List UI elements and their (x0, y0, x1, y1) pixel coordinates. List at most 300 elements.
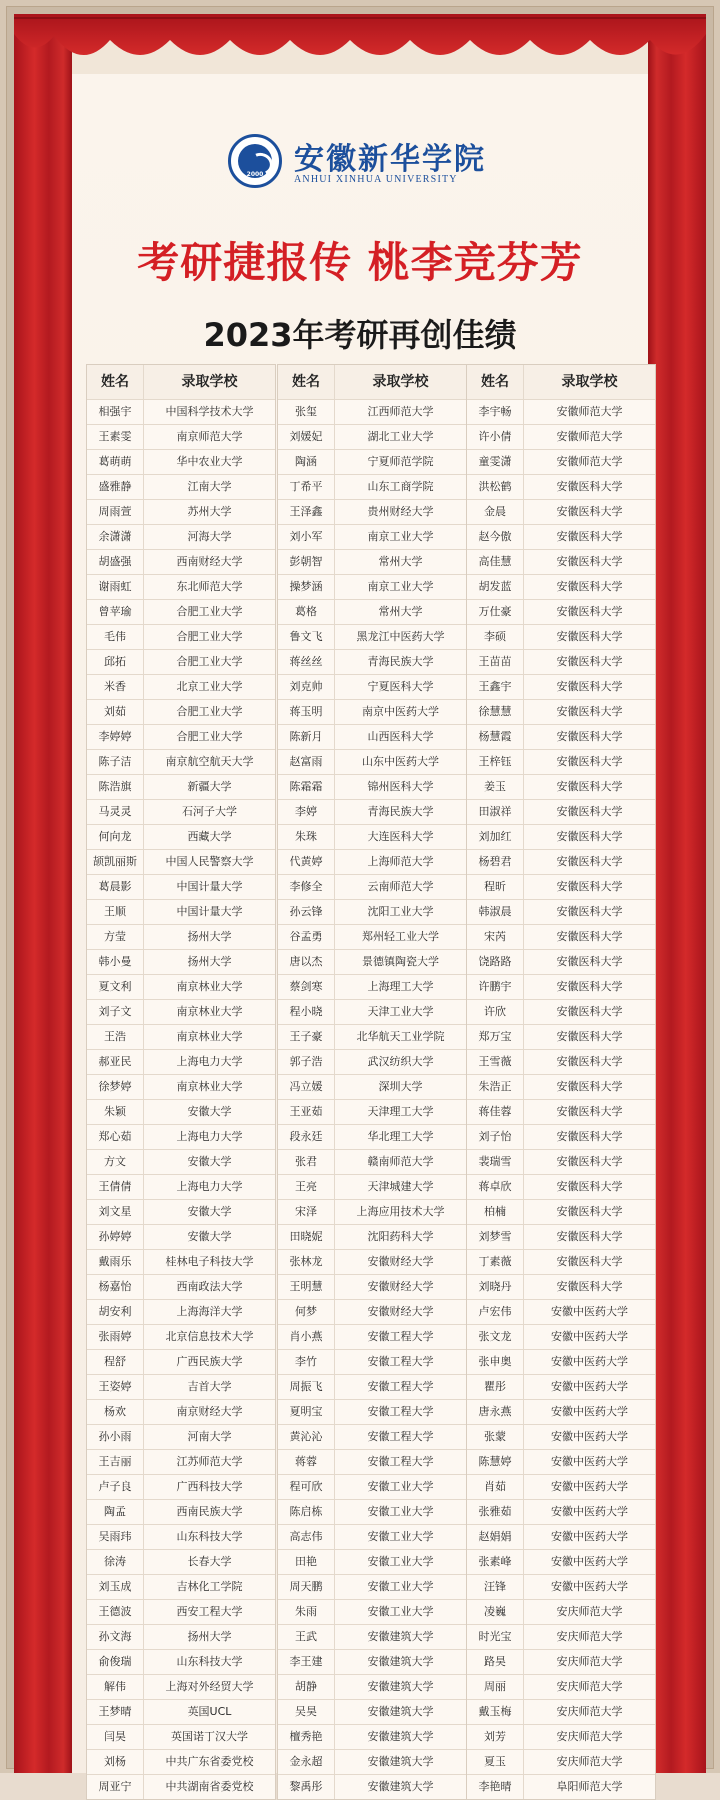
student-name: 刘晓丹 (467, 1275, 524, 1299)
student-name: 檀秀艳 (278, 1725, 335, 1749)
student-name: 刘媛妃 (278, 425, 335, 449)
admitted-school: 青海民族大学 (367, 655, 434, 668)
table-row (87, 899, 275, 924)
student-name: 陈新月 (278, 725, 335, 749)
table-row (278, 1399, 466, 1424)
table-row (87, 424, 275, 449)
admitted-school: 安徽工程大学 (367, 1380, 434, 1393)
admitted-school: 安徽医科大学 (556, 1155, 623, 1168)
student-name: 高志伟 (278, 1525, 335, 1549)
table-row (467, 1574, 655, 1599)
table-row (278, 1524, 466, 1549)
admitted-school: 东北师范大学 (176, 580, 243, 593)
admitted-school: 山东科技大学 (176, 1530, 243, 1543)
table-row (87, 1749, 275, 1774)
admitted-school: 安徽大学 (187, 1155, 232, 1168)
admitted-school: 安徽工业大学 (367, 1605, 434, 1618)
student-name: 吴昊 (278, 1700, 335, 1724)
table-row (87, 1124, 275, 1149)
table-row (278, 1674, 466, 1699)
admitted-school: 安徽财经大学 (367, 1255, 434, 1268)
table-row (278, 924, 466, 949)
admitted-school: 西安工程大学 (176, 1605, 243, 1618)
admitted-school: 合肥工业大学 (176, 730, 243, 743)
student-name: 马灵灵 (87, 800, 144, 824)
admitted-school: 安徽建筑大学 (367, 1705, 434, 1718)
student-name: 俞俊瑞 (87, 1650, 144, 1674)
student-name: 王顺 (87, 900, 144, 924)
table-row (87, 1449, 275, 1474)
student-name: 李婷 (278, 800, 335, 824)
table-row (87, 574, 275, 599)
table-row (87, 549, 275, 574)
admitted-school: 武汉纺织大学 (367, 1055, 434, 1068)
table-row (278, 1299, 466, 1324)
student-name: 蒋玉明 (278, 700, 335, 724)
table-row (87, 1074, 275, 1099)
logo-chinese-name: 安徽新华学院 (294, 142, 486, 177)
admitted-school: 南京林业大学 (176, 1005, 243, 1018)
student-name: 周天鹏 (278, 1575, 335, 1599)
table-row (467, 924, 655, 949)
admitted-school: 苏州大学 (187, 505, 232, 518)
table-row (467, 749, 655, 774)
table-row (467, 1374, 655, 1399)
table-header-row (87, 365, 275, 399)
student-name: 李婷婷 (87, 725, 144, 749)
admitted-school: 中国计量大学 (176, 905, 243, 918)
admitted-school: 安徽医科大学 (556, 1280, 623, 1293)
table-row (467, 1524, 655, 1549)
admitted-school: 景德镇陶瓷大学 (362, 955, 439, 968)
student-name: 宋泽 (278, 1200, 335, 1224)
admitted-school: 安徽工程大学 (367, 1405, 434, 1418)
admitted-school: 中共湖南省委党校 (165, 1780, 254, 1793)
student-name: 瞿彤 (467, 1375, 524, 1399)
admitted-school: 安庆师范大学 (556, 1630, 623, 1643)
admitted-school: 安徽大学 (187, 1230, 232, 1243)
table-row (467, 499, 655, 524)
student-name: 裴瑞雪 (467, 1150, 524, 1174)
table-row (87, 749, 275, 774)
admitted-school: 天津城建大学 (367, 1180, 434, 1193)
admitted-school: 锦州医科大学 (367, 780, 434, 793)
admitted-school: 宁夏医科大学 (367, 680, 434, 693)
admitted-school: 安徽中医药大学 (551, 1530, 628, 1543)
admitted-school: 江南大学 (187, 480, 232, 493)
admitted-school: 南京航空航天大学 (165, 755, 254, 768)
table-row (278, 1124, 466, 1149)
student-name: 谢雨虹 (87, 575, 144, 599)
table-row (87, 874, 275, 899)
student-name: 李硕 (467, 625, 524, 649)
table-row (87, 1199, 275, 1224)
admitted-school: 安徽中医药大学 (551, 1455, 628, 1468)
table-row (278, 524, 466, 549)
admitted-school: 合肥工业大学 (176, 605, 243, 618)
admitted-school: 安徽医科大学 (556, 655, 623, 668)
table-row (467, 899, 655, 924)
admitted-school: 南京财经大学 (176, 1405, 243, 1418)
table-row (467, 674, 655, 699)
table-row (87, 1224, 275, 1249)
admitted-school: 安徽建筑大学 (367, 1680, 434, 1693)
table-row (467, 1499, 655, 1524)
student-name: 王吉丽 (87, 1450, 144, 1474)
student-name: 王子豪 (278, 1025, 335, 1049)
table-row (467, 1649, 655, 1674)
table-row (278, 1274, 466, 1299)
student-name: 许欣 (467, 1000, 524, 1024)
admitted-school: 江西师范大学 (367, 405, 434, 418)
admitted-school: 山西医科大学 (367, 730, 434, 743)
table-row (467, 1024, 655, 1049)
table-row (278, 1499, 466, 1524)
table-row (87, 1424, 275, 1449)
student-name: 孙云锋 (278, 900, 335, 924)
table-row (87, 449, 275, 474)
admitted-school: 北华航天工业学院 (356, 1030, 445, 1043)
table-row (278, 449, 466, 474)
admitted-school: 安徽工程大学 (367, 1455, 434, 1468)
student-name: 张雨婷 (87, 1325, 144, 1349)
student-name: 夏玉 (467, 1750, 524, 1774)
student-name: 王亮 (278, 1175, 335, 1199)
student-name: 夏明宝 (278, 1400, 335, 1424)
student-name: 陶涵 (278, 450, 335, 474)
table-row (278, 474, 466, 499)
table-row (467, 774, 655, 799)
admitted-school: 安徽工程大学 (367, 1330, 434, 1343)
table-row (87, 1474, 275, 1499)
table-row (467, 549, 655, 574)
student-name: 程可欣 (278, 1475, 335, 1499)
table-row (278, 649, 466, 674)
table-row (278, 499, 466, 524)
table-row (278, 1774, 466, 1799)
admitted-school: 安徽建筑大学 (367, 1730, 434, 1743)
admitted-school: 天津工业大学 (367, 1005, 434, 1018)
student-name: 何向龙 (87, 825, 144, 849)
table-row (87, 1674, 275, 1699)
table-row (278, 674, 466, 699)
student-name: 程昕 (467, 875, 524, 899)
admitted-school: 西藏大学 (187, 830, 232, 843)
table-header-row (278, 365, 466, 399)
admitted-school: 安徽医科大学 (556, 1005, 623, 1018)
admitted-school: 安徽建筑大学 (367, 1780, 434, 1793)
admitted-school: 安徽建筑大学 (367, 1755, 434, 1768)
student-name: 肖茹 (467, 1475, 524, 1499)
table-row (87, 1324, 275, 1349)
admitted-school: 深圳大学 (378, 1080, 423, 1093)
student-name: 卢宏伟 (467, 1300, 524, 1324)
student-name: 许鹏宇 (467, 975, 524, 999)
table-row (467, 1299, 655, 1324)
table-row (87, 1724, 275, 1749)
student-name: 赵娟娟 (467, 1525, 524, 1549)
table-row (87, 774, 275, 799)
student-name: 金晨 (467, 500, 524, 524)
header-name: 姓名 (467, 365, 524, 399)
admitted-school: 湖北工业大学 (367, 430, 434, 443)
student-name: 吴雨玮 (87, 1525, 144, 1549)
table-row (278, 724, 466, 749)
admitted-school: 新疆大学 (187, 780, 232, 793)
student-name: 黎禹彤 (278, 1775, 335, 1799)
results-column-1 (86, 364, 276, 1800)
student-name: 徐慧慧 (467, 700, 524, 724)
table-row (87, 724, 275, 749)
table-row (467, 1149, 655, 1174)
admitted-school: 安徽医科大学 (556, 805, 623, 818)
student-name: 张君 (278, 1150, 335, 1174)
table-row (467, 1324, 655, 1349)
table-row (467, 599, 655, 624)
admitted-school: 安徽医科大学 (556, 730, 623, 743)
admitted-school: 沈阳工业大学 (367, 905, 434, 918)
student-name: 鲁文飞 (278, 625, 335, 649)
student-name: 朱雨 (278, 1600, 335, 1624)
table-row (467, 874, 655, 899)
table-row (87, 1649, 275, 1674)
student-name: 王鑫宇 (467, 675, 524, 699)
student-name: 高佳慧 (467, 550, 524, 574)
admitted-school: 安徽中医药大学 (551, 1555, 628, 1568)
table-row (87, 824, 275, 849)
table-row (87, 799, 275, 824)
student-name: 汪锋 (467, 1575, 524, 1599)
table-row (87, 1174, 275, 1199)
table-row (87, 624, 275, 649)
student-name: 代黄婷 (278, 850, 335, 874)
table-row (87, 1149, 275, 1174)
admitted-school: 山东中医药大学 (362, 755, 439, 768)
table-row (467, 1349, 655, 1374)
student-name: 彭朝智 (278, 550, 335, 574)
student-name: 卢子良 (87, 1475, 144, 1499)
student-name: 葛格 (278, 600, 335, 624)
student-name: 周丽 (467, 1675, 524, 1699)
student-name: 韩淑晨 (467, 900, 524, 924)
admitted-school: 安徽大学 (187, 1105, 232, 1118)
logo-english-name: ANHUI XINHUA UNIVERSITY (294, 174, 458, 185)
student-name: 杨欢 (87, 1400, 144, 1424)
admitted-school: 安徽中医药大学 (551, 1430, 628, 1443)
subheadline: 2023年考研再创佳绩 (203, 316, 517, 354)
student-name: 许小倩 (467, 425, 524, 449)
admitted-school: 吉林化工学院 (176, 1580, 243, 1593)
student-name: 杨嘉怡 (87, 1275, 144, 1299)
admitted-school: 安徽医科大学 (556, 980, 623, 993)
table-row (467, 1074, 655, 1099)
student-name: 相强宇 (87, 400, 144, 424)
admitted-school: 安徽财经大学 (367, 1305, 434, 1318)
table-row (467, 1249, 655, 1274)
admitted-school: 南京师范大学 (176, 430, 243, 443)
admitted-school: 安徽医科大学 (556, 1205, 623, 1218)
student-name: 蒋蓉 (278, 1450, 335, 1474)
student-name: 赵今傲 (467, 525, 524, 549)
admitted-school: 安庆师范大学 (556, 1755, 623, 1768)
table-row (467, 1424, 655, 1449)
student-name: 金永超 (278, 1750, 335, 1774)
student-name: 夏文利 (87, 975, 144, 999)
table-row (87, 999, 275, 1024)
admitted-school: 山东科技大学 (176, 1655, 243, 1668)
admitted-school: 安徽医科大学 (556, 1055, 623, 1068)
admitted-school: 安徽中医药大学 (551, 1480, 628, 1493)
table-row (467, 1124, 655, 1149)
student-name: 曾苹瑜 (87, 600, 144, 624)
student-name: 解伟 (87, 1675, 144, 1699)
table-row (87, 1599, 275, 1624)
admitted-school: 安徽中医药大学 (551, 1505, 628, 1518)
admitted-school: 黑龙江中医药大学 (356, 630, 445, 643)
admitted-school: 沈阳药科大学 (367, 1230, 434, 1243)
student-name: 李竹 (278, 1350, 335, 1374)
table-row (87, 1249, 275, 1274)
student-name: 刘克帅 (278, 675, 335, 699)
student-name: 郑万宝 (467, 1025, 524, 1049)
admitted-school: 安徽医科大学 (556, 1030, 623, 1043)
student-name: 王德波 (87, 1600, 144, 1624)
table-row (278, 1199, 466, 1224)
admitted-school: 安徽医科大学 (556, 755, 623, 768)
table-row (87, 1524, 275, 1549)
header-school: 录取学校 (372, 374, 429, 390)
admitted-school: 合肥工业大学 (176, 705, 243, 718)
table-row (278, 1749, 466, 1774)
table-row (87, 1499, 275, 1524)
table-row (278, 974, 466, 999)
admitted-school: 安徽医科大学 (556, 530, 623, 543)
table-row (278, 1074, 466, 1099)
table-row (467, 1449, 655, 1474)
admitted-school: 安徽医科大学 (556, 480, 623, 493)
student-name: 刘子文 (87, 1000, 144, 1024)
student-name: 李艳晴 (467, 1775, 524, 1799)
student-name: 张林龙 (278, 1250, 335, 1274)
admitted-school: 安徽医科大学 (556, 780, 623, 793)
student-name: 周亚宁 (87, 1775, 144, 1799)
student-name: 闫昊 (87, 1725, 144, 1749)
student-name: 蒋卓欣 (467, 1175, 524, 1199)
admitted-school: 安徽医科大学 (556, 955, 623, 968)
student-name: 张玺 (278, 400, 335, 424)
student-name: 孙婷婷 (87, 1225, 144, 1249)
admitted-school: 安徽财经大学 (367, 1280, 434, 1293)
student-name: 黄沁沁 (278, 1425, 335, 1449)
student-name: 盛雅静 (87, 475, 144, 499)
right-curtain (648, 14, 706, 1773)
student-name: 刘文星 (87, 1200, 144, 1224)
admitted-school: 合肥工业大学 (176, 655, 243, 668)
table-row (278, 1249, 466, 1274)
admitted-school: 安徽医科大学 (556, 505, 623, 518)
table-row (278, 874, 466, 899)
table-row (278, 1624, 466, 1649)
table-row (467, 1199, 655, 1224)
admitted-school: 华北理工大学 (367, 1130, 434, 1143)
student-name: 蒋丝丝 (278, 650, 335, 674)
table-row (278, 824, 466, 849)
admitted-school: 桂林电子科技大学 (165, 1255, 254, 1268)
table-row (467, 949, 655, 974)
table-row (467, 974, 655, 999)
table-row (467, 724, 655, 749)
table-row (467, 699, 655, 724)
table-row (467, 1474, 655, 1499)
student-name: 谷孟勇 (278, 925, 335, 949)
student-name: 万仕豪 (467, 600, 524, 624)
admitted-school: 长春大学 (187, 1555, 232, 1568)
student-name: 朱浩正 (467, 1075, 524, 1099)
table-row (467, 399, 655, 424)
student-name: 孙文海 (87, 1625, 144, 1649)
table-row (467, 1399, 655, 1424)
admitted-school: 上海电力大学 (176, 1180, 243, 1193)
table-row (87, 499, 275, 524)
admitted-school: 北京信息技术大学 (165, 1330, 254, 1343)
table-row (467, 449, 655, 474)
admitted-school: 英国UCL (187, 1705, 232, 1718)
student-name: 唐永燕 (467, 1400, 524, 1424)
student-name: 葛萌萌 (87, 450, 144, 474)
headline: 考研捷报传 桃李竞芬芳 (137, 238, 583, 287)
student-name: 姜玉 (467, 775, 524, 799)
admitted-school: 安徽医科大学 (556, 705, 623, 718)
admitted-school: 安徽医科大学 (556, 830, 623, 843)
admitted-school: 阜阳师范大学 (556, 1780, 623, 1793)
student-name: 王梓钰 (467, 750, 524, 774)
table-row (278, 1324, 466, 1349)
student-name: 唐以杰 (278, 950, 335, 974)
student-name: 郝亚民 (87, 1050, 144, 1074)
student-name: 田艳 (278, 1550, 335, 1574)
admitted-school: 大连医科大学 (367, 830, 434, 843)
table-row (467, 1224, 655, 1249)
student-name: 毛伟 (87, 625, 144, 649)
student-name: 刘芳 (467, 1725, 524, 1749)
admitted-school: 中共广东省委党校 (165, 1755, 254, 1768)
student-name: 张文龙 (467, 1325, 524, 1349)
student-name: 肖小燕 (278, 1325, 335, 1349)
student-name: 刘玉成 (87, 1575, 144, 1599)
table-row (278, 1174, 466, 1199)
table-row (87, 949, 275, 974)
student-name: 王倩倩 (87, 1175, 144, 1199)
student-name: 丁希平 (278, 475, 335, 499)
student-name: 陈霜霜 (278, 775, 335, 799)
table-row (278, 1724, 466, 1749)
student-name: 蔡剑寒 (278, 975, 335, 999)
admitted-school: 英国诺丁汉大学 (171, 1730, 248, 1743)
admitted-school: 安徽师范大学 (556, 455, 623, 468)
admitted-school: 广西科技大学 (176, 1480, 243, 1493)
table-row (278, 849, 466, 874)
admitted-school: 上海师范大学 (367, 855, 434, 868)
table-row (87, 924, 275, 949)
student-name: 何梦 (278, 1300, 335, 1324)
admitted-school: 安徽建筑大学 (367, 1655, 434, 1668)
table-row (87, 674, 275, 699)
table-row (278, 699, 466, 724)
admitted-school: 南京中医药大学 (362, 705, 439, 718)
admitted-school: 安徽医科大学 (556, 555, 623, 568)
table-row (278, 749, 466, 774)
student-name: 李修全 (278, 875, 335, 899)
